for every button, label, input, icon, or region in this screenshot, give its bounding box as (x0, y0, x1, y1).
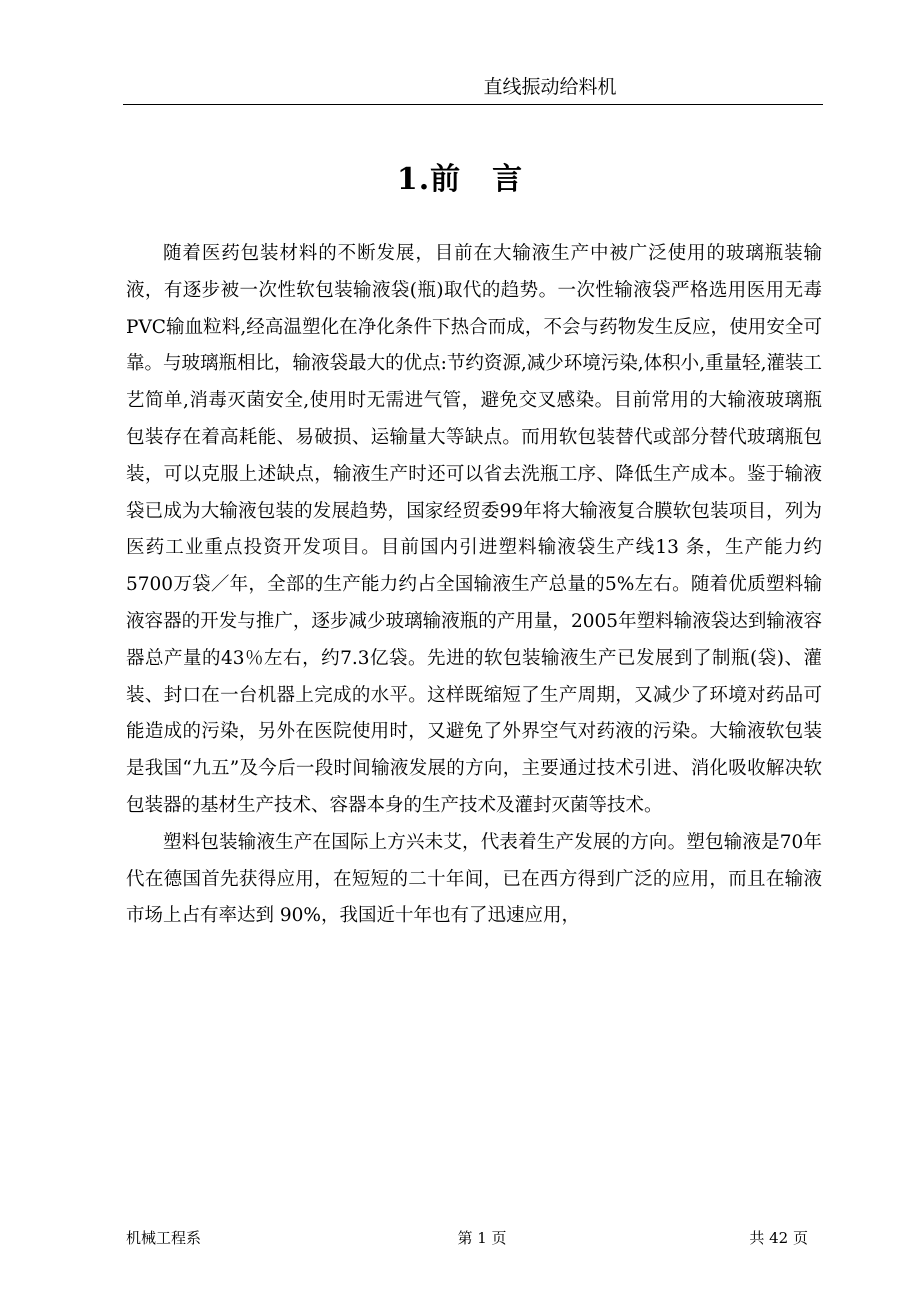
section-heading: 1.前 言 (396, 162, 524, 197)
paragraph-2: 塑料包装输液生产在国际上方兴未艾，代表着生产发展的方向。塑包输液是70年代在德国首先获得应用，在短短的二十年间，已在西方得到广泛的应用，而且在输液市场上占有率达到 90%，我国近十年也有了迅速应用， (126, 831, 822, 927)
footer-page-number: 第 1 页 (457, 1229, 507, 1247)
footer-total-pages: 共 42 页 (749, 1229, 808, 1247)
page-footer (126, 1228, 808, 1248)
header-divider (123, 104, 823, 105)
running-header-title: 直线振动给料机 (483, 76, 617, 98)
footer-department: 机械工程系 (126, 1229, 202, 1247)
paragraph-1: 随着医药包装材料的不断发展，目前在大输液生产中被广泛使用的玻璃瓶装输液，有逐步被一次性软包装输液袋(瓶)取代的趋势。一次性输液袋严格选用医用无毒PVC输血粒料,经高温塑化在净化条件下热合而成，不会与药物发生反应，使用安全可靠。与玻璃瓶相比，输液袋最大的优点:节约资源,减少环境污染,体积小,重量轻,灌装工艺简单,消毒灭菌安全,使用时无需进气管，避免交叉感染。目前常用的大输液玻璃瓶包装存在着高耗能、易破损、运输量大等缺点。而用软包装替代或部分替代玻璃瓶包装，可以克服上述缺点，输液生产时还可以省去洗瓶工序、降低生产成本。鉴于输液袋已成为大输液包装的发展趋势，国家经贸委99年将大输液复合膜软包装项目，列为医药工业重点投资开发项目。目前国内引进塑料输液袋生产线13 条，生产能力约5700万袋／年，全部的生产能力约占全国输液生产总量的5%左右。随着优质塑料输液容器的开发与推广，逐步减少玻璃输液瓶的产用量，2005年塑料输液袋达到输液容器总产量的43％左右，约7.3亿袋。先进的软包装输液生产已发展到了制瓶(袋)、灌装、封口在一台机器上完成的水平。这样既缩短了生产周期，又减少了环境对药品可能造成的污染，另外在医院使用时，又避免了外界空气对药液的污染。大输液软包装是我国“九五”及今后一段时间输液发展的方向，主要通过技术引进、消化吸收解决软包装器的基材生产技术、容器本身的生产技术及灌封灭菌等技术。 (126, 243, 822, 816)
body-text (126, 236, 822, 935)
